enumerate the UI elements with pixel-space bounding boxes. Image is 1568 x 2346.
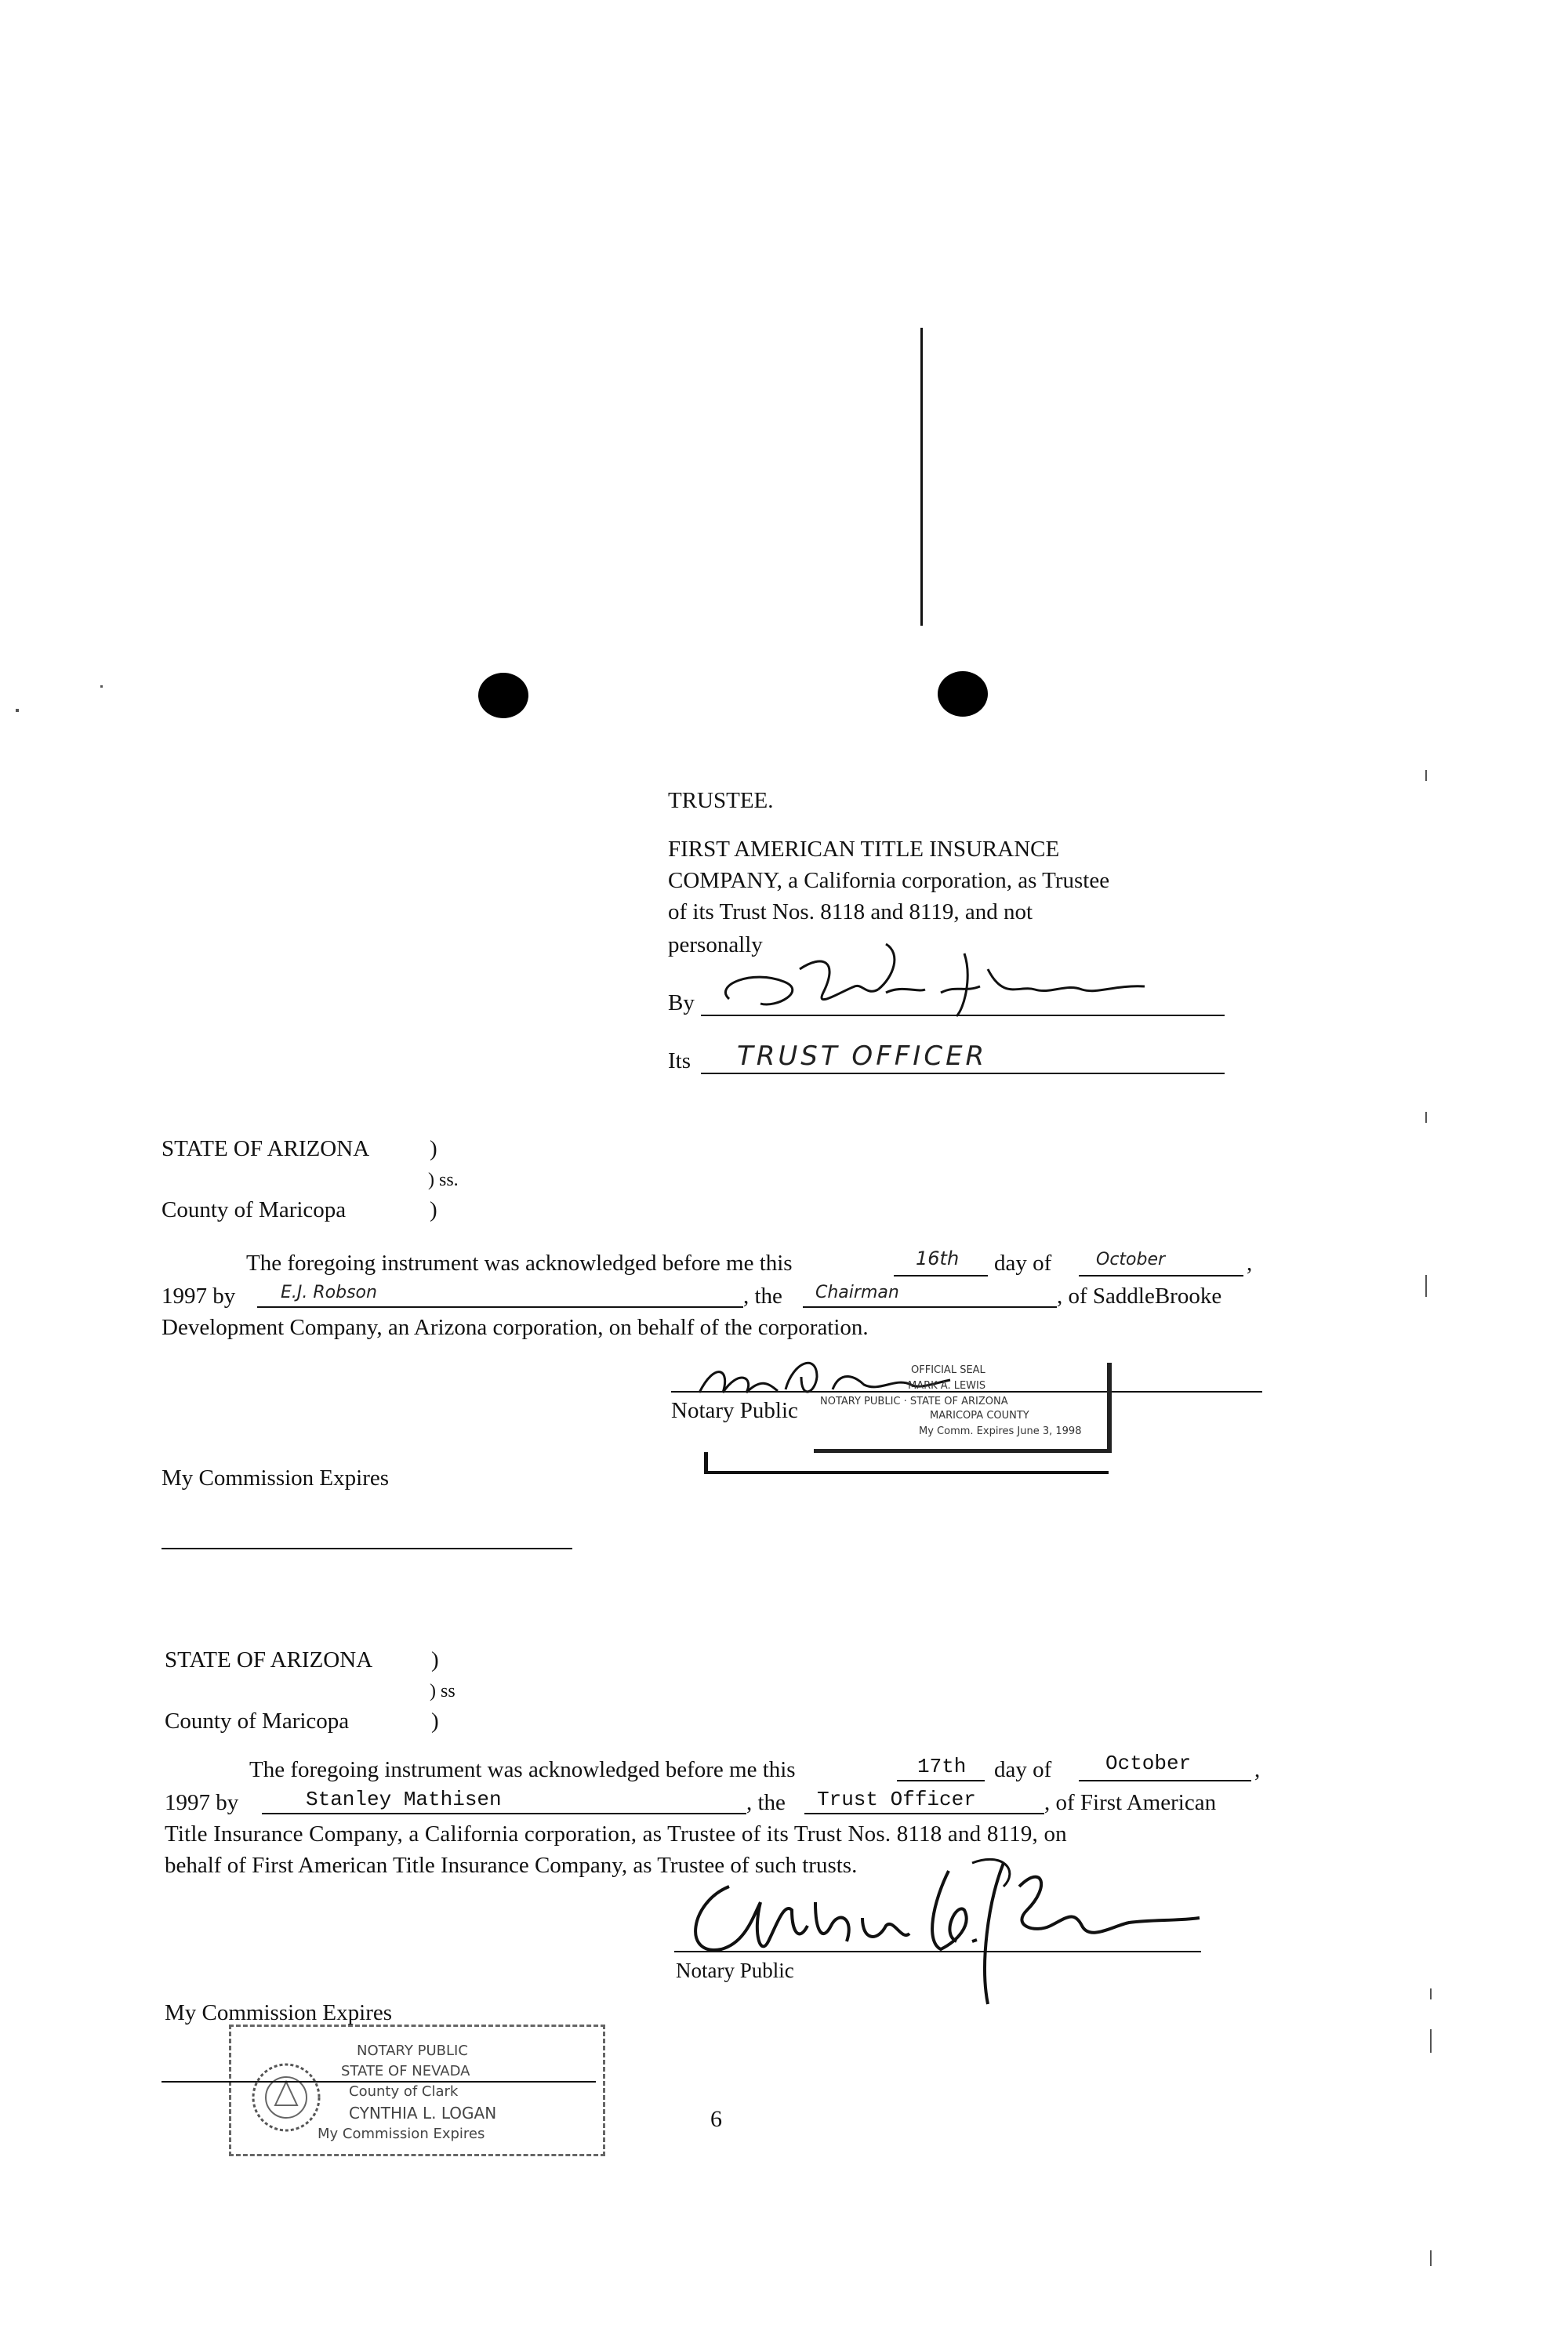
ack2-state: STATE OF ARIZONA [165,1647,373,1672]
ack1-by-line [257,1306,743,1308]
ack2-seal-line-4: CYNTHIA L. LOGAN [349,2104,497,2123]
ack2-title-line [804,1813,1044,1814]
ack2-seal-line-1: NOTARY PUBLIC [357,2043,468,2059]
ack1-seal-bottom-edge [704,1471,1109,1474]
ack1-seal-line-4: MARICOPA COUNTY [930,1410,1029,1422]
trustee-signature [706,938,1160,1024]
ack1-title-value: Chairman [815,1283,899,1302]
ack2-notary-line [674,1951,1201,1952]
ack1-notary-label: Notary Public [671,1398,798,1423]
ack2-month-line [1079,1780,1251,1781]
ack2-by-line [262,1813,746,1814]
ack1-month-value: October [1096,1250,1166,1269]
ack1-seal-line-2: MARK A. LEWIS [908,1380,986,1392]
ack1-text-1: The foregoing instrument was acknowledged before me this [246,1251,793,1276]
scan-speck [1430,2029,1432,2053]
ack1-month-line [1079,1275,1243,1276]
ack1-seal-line-1: OFFICIAL SEAL [911,1364,985,1376]
ack1-commission: My Commission Expires [162,1465,390,1491]
punch-hole-left [478,673,528,718]
trustee-line-2: COMPANY, a California corporation, as Trustee [668,868,1110,893]
ack2-seal-line-2: STATE OF NEVADA [341,2063,470,2079]
scan-speck [16,709,19,712]
ack2-commission-line [162,2081,596,2083]
ack2-notary-label: Notary Public [676,1959,794,1982]
ack1-seal-line-3: NOTARY PUBLIC · STATE OF ARIZONA [820,1396,1008,1407]
ack2-state-paren: ) [431,1647,439,1672]
ack1-text-day-of: day of [994,1251,1052,1276]
ack1-state-paren: ) [430,1136,437,1161]
ack2-day-line [897,1780,985,1781]
page-number: 6 [710,2106,722,2132]
its-label: Its [668,1048,691,1073]
scan-speck [1430,2250,1432,2266]
ack2-text-the: , the [746,1790,786,1815]
ack2-text-3: Title Insurance Company, a California corporation, as Trustee of its Trust Nos. 8118 and 8119, on [165,1821,1067,1847]
ack2-notary-seal [229,2025,605,2156]
scan-speck [1425,1275,1427,1297]
scan-speck [1430,1988,1432,1999]
ack1-text-company: , of SaddleBrooke [1057,1284,1222,1309]
ack2-text-2: 1997 by [165,1790,239,1815]
ack1-seal-left-edge [704,1452,708,1473]
ack1-day-line [894,1275,988,1276]
ack2-title-value: Trust Officer [817,1788,976,1811]
ack2-text-day-of: day of [994,1757,1052,1782]
ack2-county-paren: ) [431,1709,439,1734]
ack2-month-value: October [1105,1752,1192,1775]
punch-hole-right [938,671,988,717]
ack2-seal-emblem [247,2058,325,2137]
ack2-text-1: The foregoing instrument was acknowledged before me this [249,1757,796,1782]
ack1-state: STATE OF ARIZONA [162,1136,370,1161]
ack2-county: County of Maricopa [165,1709,350,1734]
ack2-ss: ) ss [430,1681,456,1701]
ack2-seal-line-5: My Commission Expires [318,2126,485,2142]
binder-line [920,328,923,626]
ack1-county-paren: ) [430,1197,437,1222]
ack2-text-comma: , [1254,1757,1261,1782]
by-label: By [668,990,695,1015]
ack1-by-value: E.J. Robson [281,1283,377,1302]
ack1-county: County of Maricopa [162,1197,347,1222]
ack1-text-comma: , [1247,1251,1253,1276]
ack1-text-3: Development Company, an Arizona corporation, on behalf of the corporation. [162,1315,869,1340]
trustee-line-4: personally [668,932,763,957]
its-value: TRUST OFFICER [737,1040,988,1072]
scan-speck [100,685,103,688]
ack1-text-2: 1997 by [162,1284,236,1309]
trustee-line-3: of its Trust Nos. 8118 and 8119, and not [668,899,1033,924]
ack1-day-value: 16th [916,1247,960,1269]
scan-speck [1425,1112,1427,1123]
ack1-ss: ) ss. [428,1170,459,1190]
ack2-notary-signature [674,1855,1207,2012]
ack1-notary-seal [814,1363,1112,1453]
ack2-by-value: Stanley Mathisen [306,1788,502,1811]
ack1-text-the: , the [743,1284,782,1309]
its-line [701,1073,1225,1074]
ack1-title-line [803,1306,1057,1308]
trustee-heading: TRUSTEE. [668,788,774,813]
ack2-text-company: , of First American [1044,1790,1217,1815]
ack2-day-value: 17th [917,1755,967,1778]
scan-speck [1425,770,1427,781]
ack2-text-4: behalf of First American Title Insurance Company, as Trustee of such trusts. [165,1853,858,1878]
ack2-seal-line-3: County of Clark [349,2083,459,2100]
ack1-commission-line [162,1548,572,1549]
ack2-commission: My Commission Expires [165,2000,393,2025]
ack1-seal-line-5: My Comm. Expires June 3, 1998 [919,1425,1082,1437]
trustee-line-1: FIRST AMERICAN TITLE INSURANCE [668,837,1060,862]
